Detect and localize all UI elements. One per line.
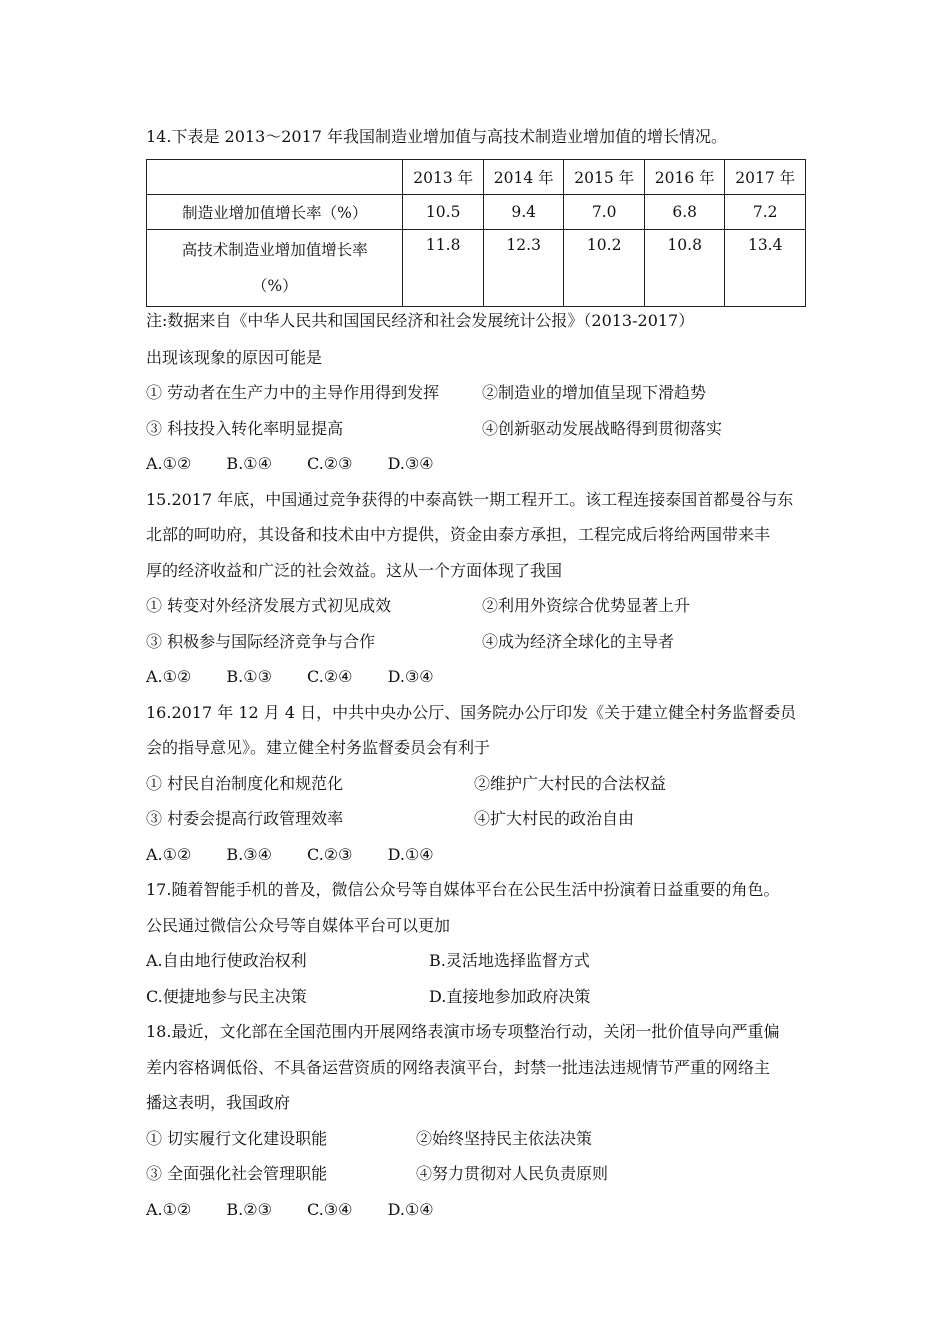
table-cell: 11.8 [403,229,484,306]
q15-option-1: ① 转变对外经济发展方式初见成效 [146,596,392,615]
answer-choice: D.①④ [387,844,434,864]
table-header-2017: 2017 年 [725,159,806,194]
table-cell: 6.8 [644,194,725,229]
row-label: 制造业增加值增长率（%） [147,194,403,229]
q16-options-row2 [146,805,808,841]
table-cell: 9.4 [483,194,564,229]
q16-options-row1 [146,770,808,806]
answer-choice: A.①② [146,844,192,864]
answer-choice: A.①② [146,1199,192,1219]
q17-option-b: B.灵活地选择监督方式 [429,951,590,970]
q18-option-3: ③ 全面强化社会管理职能 [146,1164,328,1183]
q17-options-row1 [146,947,808,983]
q18-line2: 差内容格调低俗、不具备运营资质的网络表演平台，封禁一批违法违规情节严重的网络主 [146,1057,771,1077]
q14-options-row2 [146,415,808,451]
exam-page [146,123,808,1231]
table-cell: 7.0 [564,194,645,229]
q17-option-d: D.直接地参加政府决策 [429,986,591,1006]
q15-options-row2 [146,628,808,664]
answer-choice: B.①③ [226,667,272,686]
answer-choice: B.①④ [226,454,272,473]
answer-choice: C.③④ [307,1199,353,1219]
table-header-2014: 2014 年 [483,159,564,194]
q18-answers [146,1196,808,1232]
q17-option-c: C.便捷地参与民主决策 [146,986,307,1006]
q14-options-row1 [146,379,808,415]
answer-choice: D.①④ [387,1199,434,1219]
q18-line1: 18.最近，文化部在全国范围内开展网络表演市场专项整治行动，关闭一批价值导向严重偏 [146,1022,780,1041]
table-cell: 13.4 [725,229,806,306]
q17-line2: 公民通过微信公众号等自媒体平台可以更加 [146,915,451,935]
q14-answers [146,450,808,486]
q16-option-2: ②维护广大村民的合法权益 [474,773,667,793]
q15-option-3: ③ 积极参与国际经济竞争与合作 [146,631,376,651]
q14-option-1: ① 劳动者在生产力中的主导作用得到发挥 [146,383,440,402]
table-header-2013: 2013 年 [403,159,484,194]
q18-option-2: ②始终坚持民主依法决策 [416,1128,593,1148]
table-row [147,229,806,306]
row-label-line2: （%） [251,276,298,295]
table-row [147,194,806,229]
answer-choice: C.②③ [307,454,353,473]
table-corner-cell [147,159,403,194]
q15-line2: 北部的呵叻府，其设备和技术由中方提供，资金由泰方承担，工程完成后将给两国带来丰 [146,525,771,544]
answer-choice: D.③④ [387,454,434,473]
q16-line1: 16.2017 年 12 月 4 日，中共中央办公厅、国务院办公厅印发《关于建立健全村务监督委员 [146,702,797,722]
q17-option-a: A.自由地行使政治权利 [146,951,307,970]
table-header-2016: 2016 年 [644,159,725,194]
q16-option-3: ③ 村委会提高行政管理效率 [146,809,344,828]
q17-options-row2 [146,983,808,1019]
q15-option-4: ④成为经济全球化的主导者 [482,631,675,651]
q14-option-2: ②制造业的增加值呈现下滑趋势 [482,383,707,402]
table-cell: 10.2 [564,229,645,306]
q14-note: 注:数据来自《中华人民共和国国民经济和社会发展统计公报》（2013-2017） [146,310,695,330]
q15-answers [146,663,808,699]
table-header-2015: 2015 年 [564,159,645,194]
q16-option-4: ④扩大村民的政治自由 [474,809,635,828]
table-cell: 7.2 [725,194,806,229]
table-cell: 12.3 [483,229,564,306]
q16-line2: 会的指导意见》。建立健全村务监督委员会有利于 [146,738,491,757]
growth-table [146,159,806,307]
q15-line3: 厚的经济收益和广泛的社会效益。这从一个方面体现了我国 [146,560,563,580]
q16-option-1: ① 村民自治制度化和规范化 [146,773,344,793]
q14-option-3: ③ 科技投入转化率明显提高 [146,418,344,438]
q18-options-row1 [146,1125,808,1161]
q18-option-4: ④努力贯彻对人民负责原则 [416,1164,609,1183]
q18-options-row2 [146,1160,808,1196]
answer-choice: C.②③ [307,844,353,864]
q16-answers [146,841,808,877]
answer-choice: B.②③ [226,1199,272,1219]
table-cell: 10.8 [644,229,725,306]
row-label [147,229,403,306]
answer-choice: A.①② [146,454,192,473]
answer-choice: D.③④ [387,667,434,686]
q14-stem: 14.下表是 2013～2017 年我国制造业增加值与高技术制造业增加值的增长情况。 [146,127,728,146]
table-cell: 10.5 [403,194,484,229]
answer-choice: B.③④ [226,844,272,864]
answer-choice: C.②④ [307,667,353,686]
q14-option-4: ④创新驱动发展战略得到贯彻落实 [482,418,723,438]
row-label-line1: 高技术制造业增加值增长率 [181,240,368,259]
q18-option-1: ① 切实履行文化建设职能 [146,1128,328,1148]
q18-line3: 播这表明，我国政府 [146,1093,291,1112]
answer-choice: A.①② [146,667,192,686]
table-header-row [147,159,806,194]
q15-option-2: ②利用外资综合优势显著上升 [482,596,691,615]
q14-prompt: 出现该现象的原因可能是 [146,347,323,367]
q15-line1: 15.2017 年底，中国通过竞争获得的中泰高铁一期工程开工。该工程连接泰国首都曼谷与东 [146,489,794,509]
q15-options-row1 [146,592,808,628]
q17-line1: 17.随着智能手机的普及，微信公众号等自媒体平台在公民生活中扮演着日益重要的角色。 [146,880,780,899]
